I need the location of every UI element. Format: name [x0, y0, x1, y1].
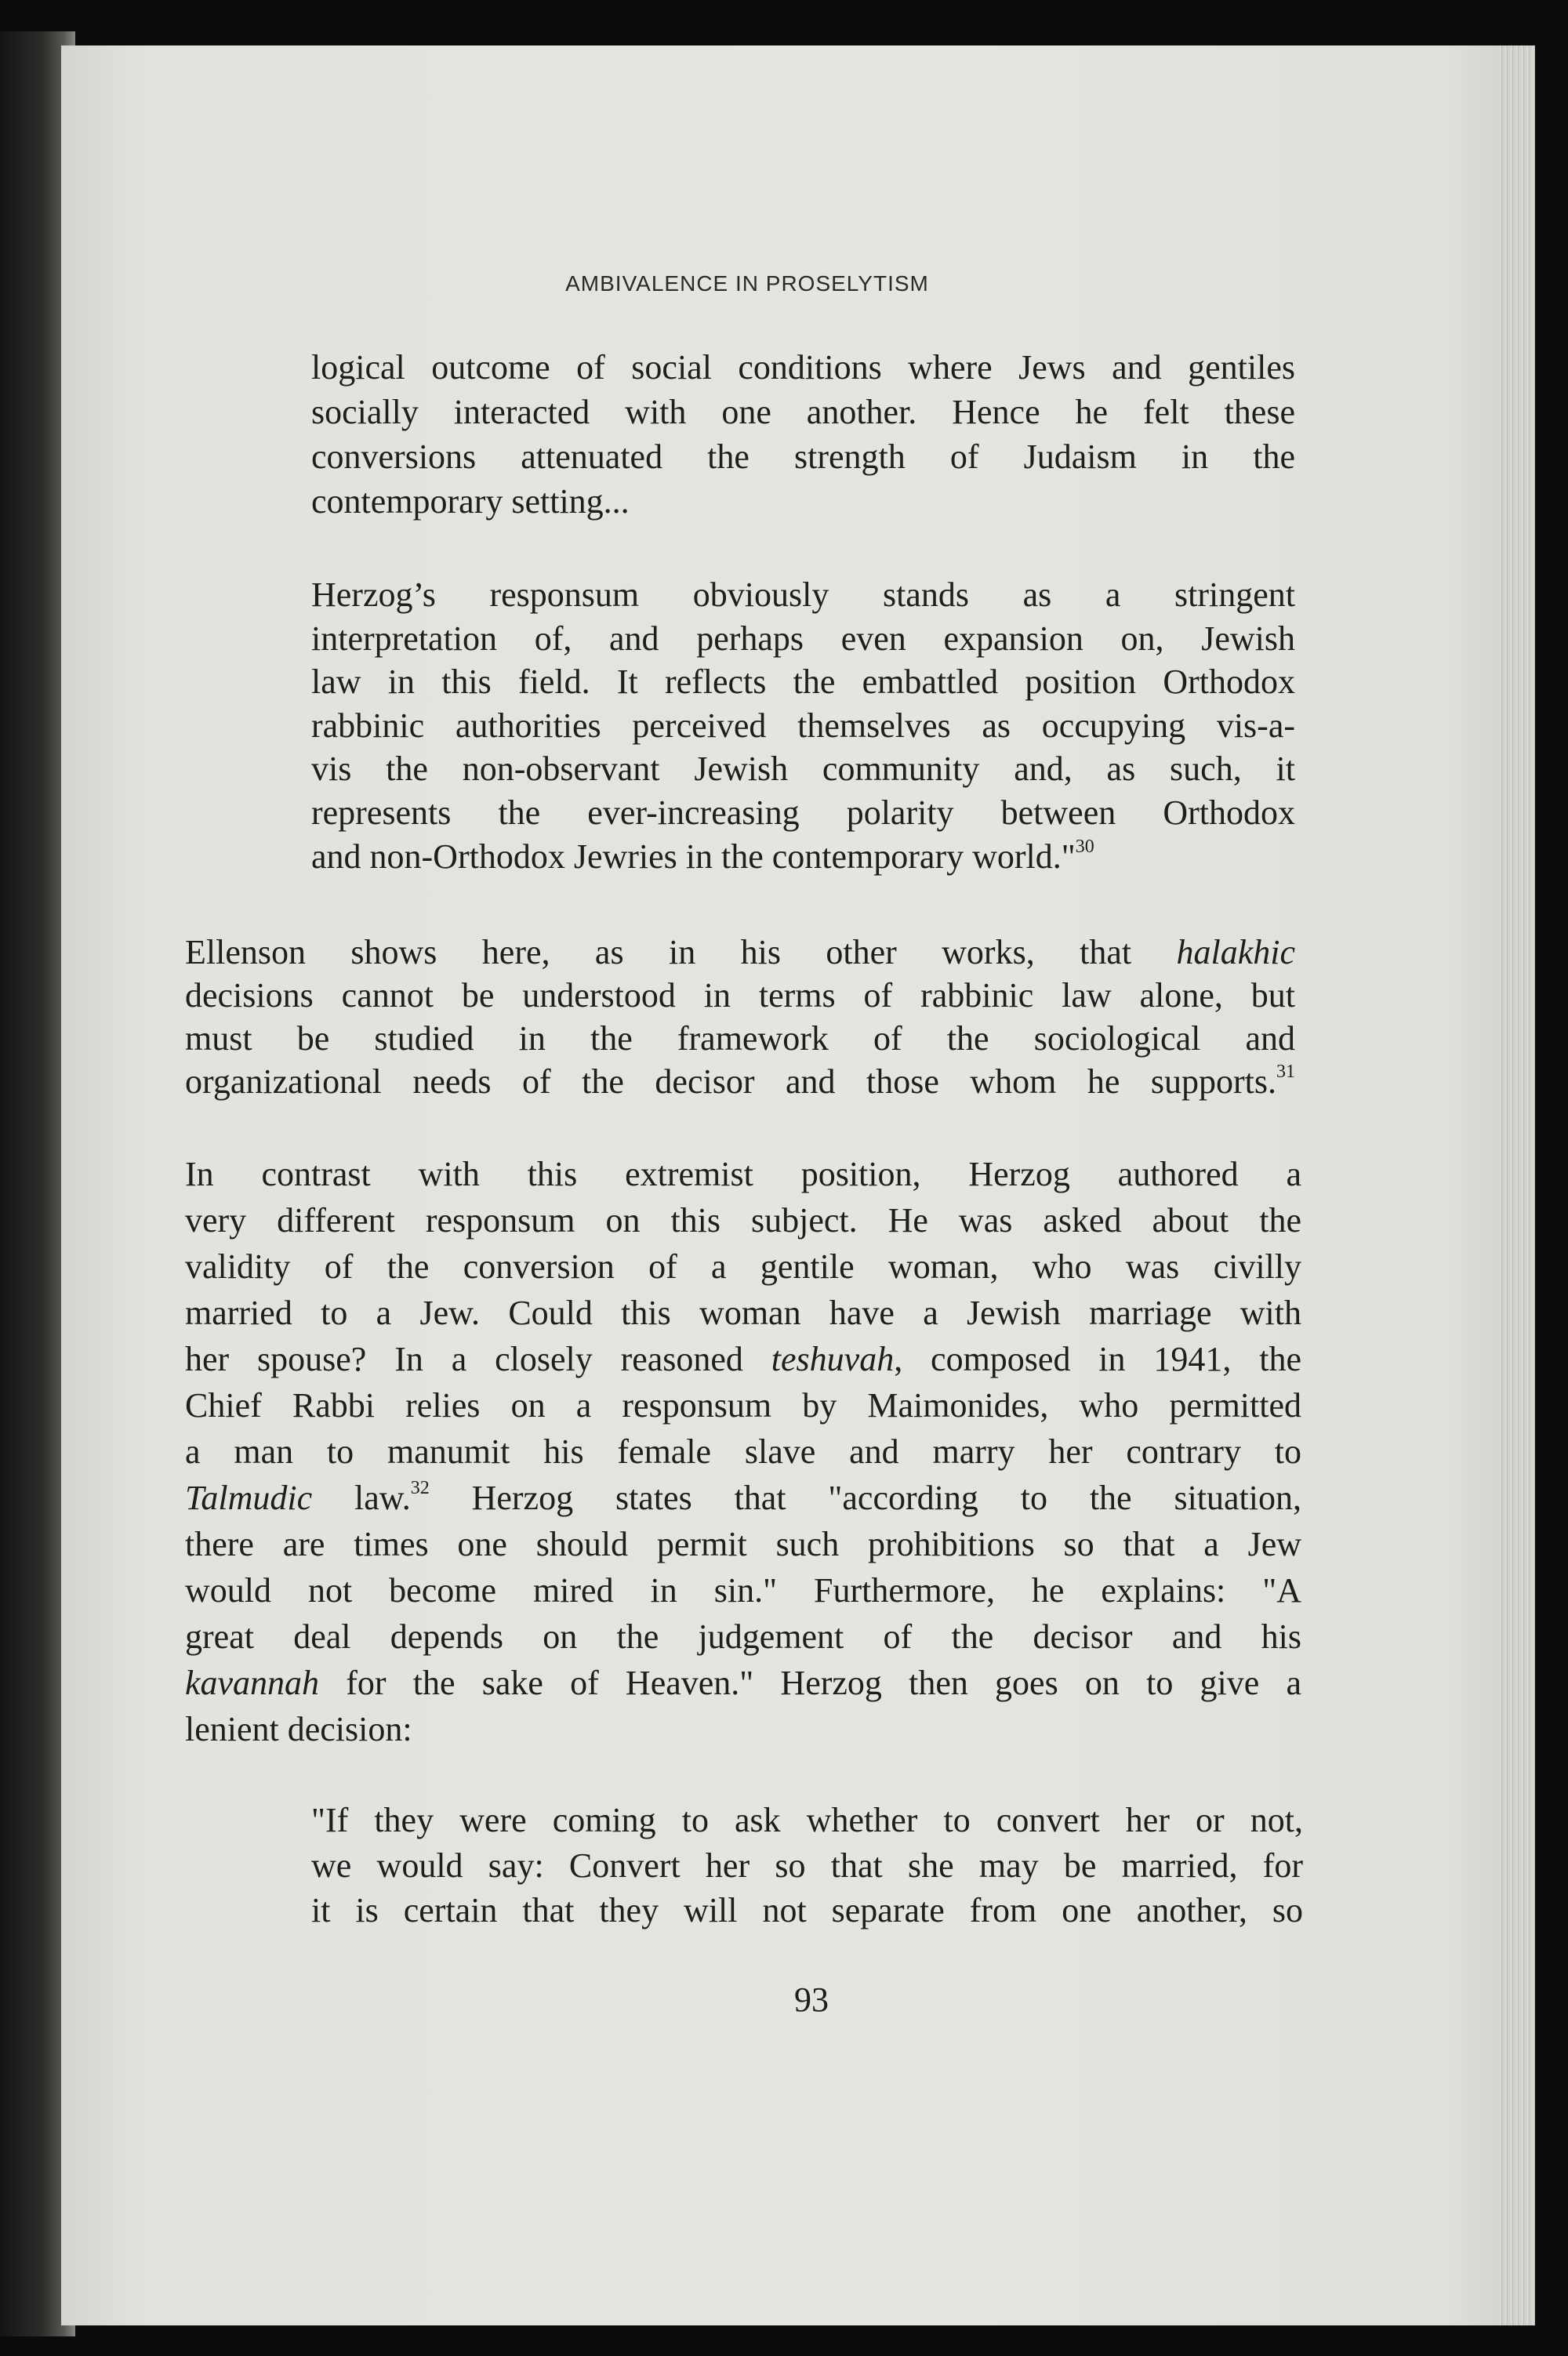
paragraph-line [185, 1710, 1301, 1749]
text-run: socially interacted with one another. Hence he felt these [311, 393, 1295, 431]
blockquote-line [311, 437, 1295, 477]
blockquote-line [311, 393, 1295, 432]
blockquote-line [311, 1801, 1303, 1840]
text-run: , composed in 1941, the [894, 1340, 1301, 1378]
text-run: logical outcome of social conditions where Jews and gentiles [311, 348, 1295, 387]
paragraph-line [185, 1340, 1301, 1379]
text-run: decisions cannot be understood in terms of rabbinic law alone, but [185, 976, 1295, 1015]
text-run: and non-Orthodox Jewries in the contemporary world." [311, 837, 1076, 876]
blockquote-line [311, 619, 1295, 659]
text-run: Herzog’s responsum obviously stands as a stringent [311, 575, 1295, 614]
text-run: we would say: Convert her so that she may be married, for [311, 1846, 1303, 1885]
paragraph-line [185, 1201, 1301, 1240]
paragraph-line [185, 1617, 1301, 1657]
text-run: there are times one should permit such prohibitions so that a Jew [185, 1525, 1301, 1563]
running-header: AMBIVALENCE IN PROSELYTISM [565, 271, 929, 296]
text-run: Chief Rabbi relies on a responsum by Maimonides, who permitted [185, 1386, 1301, 1425]
blockquote-line [311, 663, 1295, 702]
paragraph-line [185, 1294, 1301, 1333]
italic-term: halakhic [1176, 933, 1295, 971]
blockquote-line [311, 750, 1295, 789]
text-run: vis the non-observant Jewish community and, as such, it [311, 750, 1295, 789]
blockquote-line [311, 482, 1295, 521]
text-run: would not become mired in sin." Furthermore, he explains: "A [185, 1571, 1301, 1610]
paragraph-line [185, 1019, 1295, 1058]
text-run: conversions attenuated the strength of Judaism in the [311, 437, 1295, 476]
blockquote-line [311, 837, 1295, 877]
paragraph-line [185, 1432, 1301, 1472]
text-run: her spouse? In a closely reasoned [185, 1340, 771, 1378]
text-run: Ellenson shows here, as in his other works, that [185, 933, 1177, 971]
paragraph-line [185, 1664, 1301, 1703]
text-run: very different responsum on this subject. He was asked about the [185, 1201, 1301, 1240]
text-run: rabbinic authorities perceived themselves as occupying vis-a- [311, 706, 1295, 745]
paragraph-line [185, 1386, 1301, 1425]
text-run: for the sake of Heaven." Herzog then goes on to give a [319, 1664, 1301, 1702]
text-run: law in this field. It reflects the embattled position Orthodox [311, 663, 1295, 702]
text-run: organizational needs of the decisor and those whom he supports. [185, 1062, 1276, 1101]
paragraph-line [185, 1525, 1301, 1564]
blockquote-line [311, 348, 1295, 387]
paragraph-line [185, 933, 1295, 972]
paragraph-line [185, 1062, 1295, 1102]
text-run: validity of the conversion of a gentile woman, who was civilly [185, 1247, 1301, 1286]
blockquote-line [311, 575, 1295, 615]
italic-term: Talmudic [185, 1479, 313, 1517]
paragraph-line [185, 976, 1295, 1015]
paragraph-line [185, 1479, 1301, 1518]
page-number: 93 [794, 1980, 829, 2019]
text-run: Herzog states that "according to the situation, [429, 1479, 1301, 1517]
blockquote-line [311, 1891, 1303, 1930]
footnote-marker: 30 [1075, 836, 1094, 857]
text-run: contemporary setting... [311, 482, 630, 521]
text-run: represents the ever-increasing polarity between Orthodox [311, 793, 1295, 832]
text-run: interpretation of, and perhaps even expansion on, Jewish [311, 619, 1295, 658]
text-run: "If they were coming to ask whether to convert her or not, [311, 1801, 1303, 1839]
footnote-marker: 31 [1276, 1062, 1295, 1082]
paragraph-line [185, 1247, 1301, 1287]
text-run: great deal depends on the judgement of the decisor and his [185, 1617, 1301, 1656]
blockquote-line [311, 1846, 1303, 1886]
italic-term: teshuvah [771, 1340, 895, 1378]
text-run: In contrast with this extremist position, Herzog authored a [185, 1155, 1301, 1193]
blockquote-line [311, 793, 1295, 833]
blockquote-line [311, 706, 1295, 746]
text-run: must be studied in the framework of the sociological and [185, 1019, 1295, 1058]
text-run: it is certain that they will not separate from one another, so [311, 1891, 1303, 1929]
text-run: lenient decision: [185, 1710, 412, 1748]
text-run: law. [312, 1479, 411, 1517]
paragraph-line [185, 1155, 1301, 1194]
text-run: married to a Jew. Could this woman have a Jewish marriage with [185, 1294, 1301, 1332]
text-run: a man to manumit his female slave and marry her contrary to [185, 1432, 1301, 1471]
paragraph-line [185, 1571, 1301, 1610]
footnote-marker: 32 [410, 1478, 430, 1498]
italic-term: kavannah [185, 1664, 320, 1702]
